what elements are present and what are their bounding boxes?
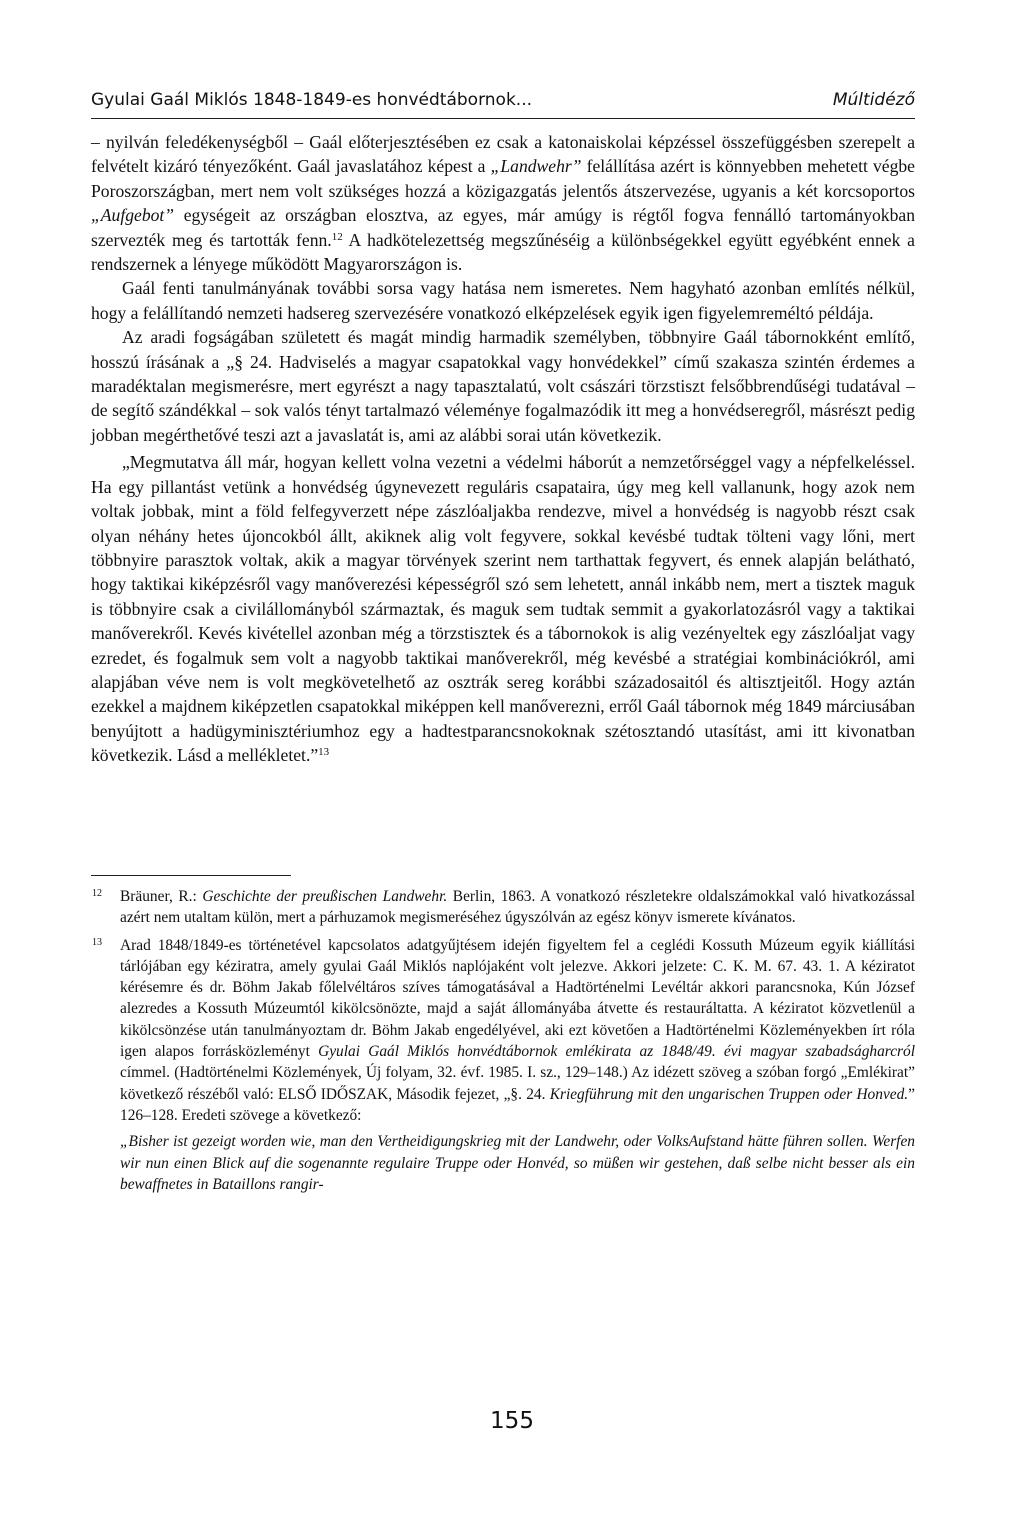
fn13-title-2: Kriegführung mit den ungarischen Truppen oder Honved. <box>549 1085 909 1103</box>
fn13-text-b: címmel. (Hadtörténelmi Közlemények, Új folyam, 32. évf. 1985. I. sz., 129–148.) Az idézett szöveg a szóban forgó „Emlékirat” következő részéből való: ELSŐ IDŐSZAK, Második fejezet, „§. 24. <box>120 1064 915 1103</box>
p1-text-b: felállítása azért is könnyebben mehetett végbe Poroszországban, mert nem volt szükséges hozzá a közigazgatás jelentős átszervezése, ugyanis a két korcsoportos <box>91 156 915 201</box>
footnote-12-text <box>120 886 915 929</box>
p1-text-d: A hadkötelezettség megszűnéséig a különbségekkel együtt egyébként ennek a rendszernek a lényege működött Magyarországon is. <box>91 229 915 275</box>
footnote-13-text <box>120 935 915 1127</box>
footnote-divider <box>91 875 291 876</box>
header-title: Gyulai Gaál Miklós 1848-1849-es honvédtábornok... <box>91 90 533 110</box>
fn13-title-1: Gyulai Gaál Miklós honvédtábornok emlékirata az 1848/49. évi magyar szabadságharcról <box>318 1043 915 1061</box>
p1-text-a: – nyilván feledékenységből – Gaál előterjesztésében ez csak a katonaiskolai képzéssel összefüggésben szerepelt a felvételt kizáró tényezőként. Gaál javaslatához képest a <box>91 132 915 177</box>
p1-text-c: egységeit az országban elosztva, az egyes, már amúgy is régtől fogva fennálló tartományokban szervezték meg és tartották fenn. <box>91 205 915 250</box>
paragraph-3: Az aradi fogságában született és magát mindig harmadik személyben, többnyire Gaál tábornokként említő, hosszú írásának a „§ 24. Hadviselés a magyar csapatokkal vagy honvédekkel” című szakasza szintén érdemes a maradéktalan megismerésre, mert egyrészt a nagy tapasztalatú, volt császári törzstiszt felsőbbrendűségi tudatával – de segítő szándékkal – sok valós tényt tartalmazó véleménye fogalmazódik itt meg a honvédseregről, másrészt pedig jobban megérthetővé teszi azt a javaslatát is, ami az alábbi sorai után következik. <box>91 327 915 445</box>
paragraph-4-quote <box>91 450 915 767</box>
fn13-text-a: Arad 1848/1849-es történetével kapcsolatos adatgyűjtésem idején figyeltem fel a ceglédi Kossuth Múzeum egyik kiállítási tárlójában egy kéziratra, amely gyulai Gaál Miklós naplójaként volt jelezve. Akkori jelzete: C. K. M. 67. 43. 1. A kéziratot kérésemre és dr. Böhm Jakab főlelvéltáros szíves támogatásával a Hadtörténelmi Levéltár akkori parancsnoka, Kún József alezredes a Kossuth Múzeumtól kikölcsönözte, majd a saját állományába átvette és restauráltatta. A kéziratot közvetlenül a kikölcsönzése után tanulmányoztam dr. Böhm Jakab engedélyével, aki ezt követően a Hadtörténelmi Közleményekben írt róla igen alapos forrásközleményt <box>120 936 915 1061</box>
fn13-text-c: ” 126–128. Eredeti szövege a következő: <box>120 1085 915 1124</box>
running-header <box>91 88 915 119</box>
paragraph-2: Gaál fenti tanulmányának további sorsa vagy hatása nem ismeretes. Nem hagyható azonban említés nélkül, hogy a felállítandó nemzeti hadsereg szervezésére vonatkozó elképzelések egyik igen figyelemreméltó példája. <box>91 278 915 323</box>
footnote-ref-12[interactable]: 12 <box>331 230 343 243</box>
fn12-text-a: Bräuner, R.: <box>120 888 203 905</box>
footnote-13 <box>91 935 915 1196</box>
paragraph-1 <box>91 130 915 276</box>
footnotes <box>91 886 915 1201</box>
p1-aufgebot: „Aufgebot” <box>91 205 175 226</box>
p4-text: „Megmutatva áll már, hogyan kellett volna vezetni a védelmi háborút a nemzetőrséggel vagy a népfelkeléssel. Ha egy pillantást vetünk a honvédség úgynevezett reguláris csapataira, úgy meg kell vallanunk, hogy azok nem voltak jobbak, mint a föld felfegyverzett népe zászlóaljakba rendezve, mivel a honvédség is nagyobb részt csak olyan néhány hetes újoncokból állt, akiknek alig volt fegyvere, sokkal kevésbé tudtak tölteni vagy lőni, mert többnyire parasztok voltak, akik a magyar törvények szerint nem tarthattak fegyvert, és ennek alapján belátható, hogy taktikai kiképzésről vagy manőverezési képességről szó sem lehetett, annál inkább nem, mert a tisztek maguk is többnyire csak a civilállományból származtak, és maguk sem tudtak semmit a gyakorlatozásról vagy a taktikai manőverekről. Kevés kivétellel azonban még a törzstisztek és a tábornokok is alig vezényeltek egy zászlóaljat vagy ezredet, és fogalmuk sem volt a nagyobb taktikai manőverekről, még kevésbé a stratégiai kombinációkról, ami alapjában véve nem is volt megkövetelhető az osztrák sereg korábbi századosaitól és altisztjeitől. Hogy aztán ezekkel a majdnem kiképzetlen csapatokkal miképpen kell manőverezni, erről Gaál tábornok még 1849 márciusában benyújtott a hadügyminisztériumhoz egy a hadtestparancsnokoknak szétosztandó utasítást, ami itt kivonatban következik. Lásd a mellékletet.” <box>91 452 915 766</box>
footnote-12 <box>91 886 915 929</box>
p1-landwehr: „Landwehr” <box>490 156 582 177</box>
fn12-text-b: Berlin, 1863. A vonatkozó részletekre oldalszámokkal való hivatkozással azért nem utaltam külön, mert a párhuzamok megismeréséhez úgyszólván az egész könyv ismerete kívánatos. <box>120 888 915 927</box>
footnote-ref-13[interactable]: 13 <box>318 746 330 759</box>
footnote-13-quote: „Bisher ist gezeigt worden wie, man den Vertheidigungskrieg mit der Landwehr, oder VolksAufstand hätte führen sollen. Werfen wir nun einen Blick auf die sogenannte regulaire Truppe oder Honvéd, so müßen wir gestehen, daß selbe nicht besser als ein bewaffnetes in Bataillons rangir- <box>120 1133 915 1193</box>
fn12-title: Geschichte der preußischen Landwehr. <box>202 888 448 905</box>
header-section: Múltidéző <box>832 90 915 110</box>
footnote-number: 12 <box>92 888 102 899</box>
page-number: 155 <box>490 1408 534 1434</box>
footnote-number: 13 <box>92 936 102 948</box>
body-text <box>91 130 915 768</box>
